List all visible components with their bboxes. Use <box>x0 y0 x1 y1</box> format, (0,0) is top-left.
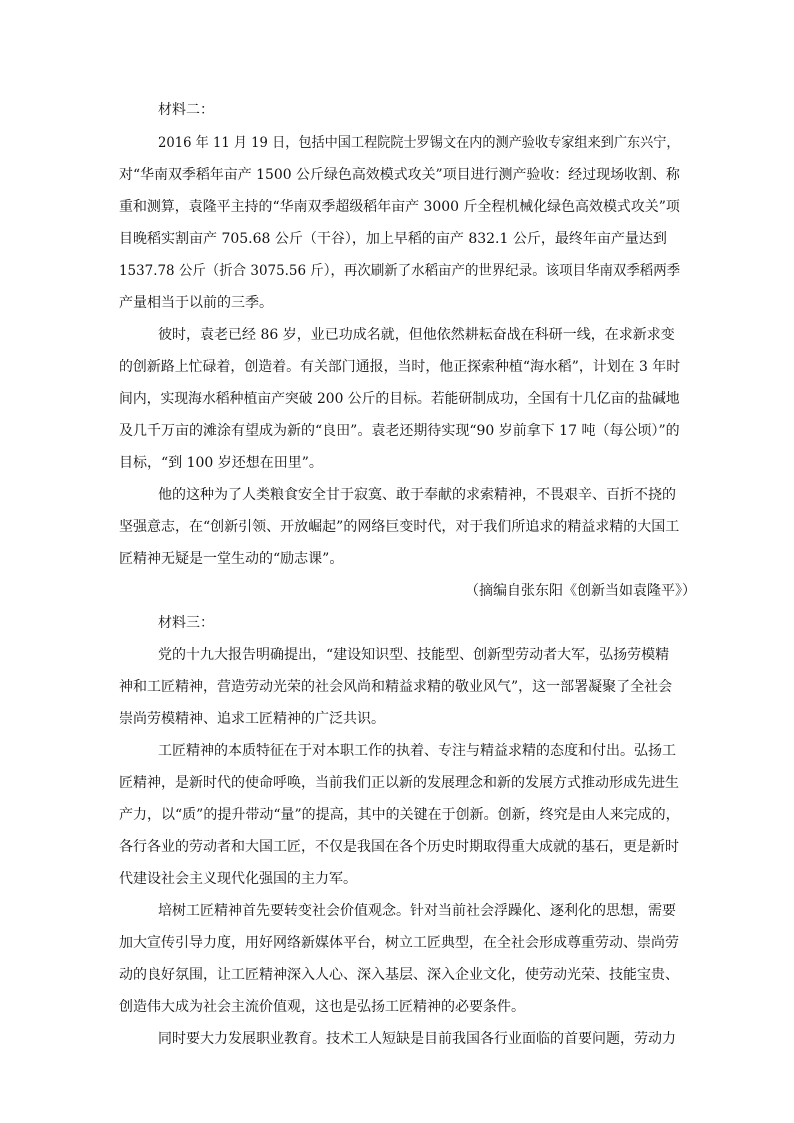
paragraph-line: 重和测算，袁隆平主持的“华南双季超级稻年亩产 3000 斤全程机械化绿色高效模式攻关”项 <box>119 199 680 215</box>
material-3-heading: 材料三： <box>158 615 214 631</box>
paragraph-line: 各行各业的劳动者和大国工匠，不仅是我国在各个历史时期取得重大成就的基石，更是新时 <box>119 839 679 855</box>
paragraph-line: 1537.78 公斤（折合 3075.56 斤），再次刷新了水稻亩产的世界纪录。该项目华南双季稻两季 <box>119 263 681 279</box>
paragraph-line: 间内，实现海水稻种植亩产突破 200 公斤的目标。若能研制成功，全国有十几亿亩的盐碱地 <box>119 391 680 407</box>
paragraph-line: 创造伟大成为社会主流价值观，这也是弘扬工匠精神的必要条件。 <box>119 999 525 1015</box>
paragraph-line: 工匠精神的本质特征在于对本职工作的执着、专注与精益求精的态度和付出。弘扬工 <box>158 743 676 759</box>
material-2-heading: 材料二： <box>158 102 214 118</box>
paragraph-line: 动的良好氛围，让工匠精神深入人心、深入基层、深入企业文化，使劳动光荣、技能宝贵、 <box>119 967 679 983</box>
paragraph-line: 坚强意志，在“创新引领、开放崛起”的网络巨变时代，对于我们所追求的精益求精的大国工 <box>119 519 680 535</box>
paragraph-line: 加大宣传引导力度，用好网络新媒体平台，树立工匠典型，在全社会形成尊重劳动、崇尚劳 <box>119 935 679 951</box>
paragraph-line: 培树工匠精神首先要转变社会价值观念。针对当前社会浮躁化、逐利化的思想，需要 <box>158 903 676 919</box>
paragraph-line: 匠精神无疑是一堂生动的“励志课”。 <box>119 551 344 567</box>
source-citation: （摘编自张东阳《创新当如袁隆平》） <box>465 583 696 599</box>
paragraph-line: 同时要大力发展职业教育。技术工人短缺是目前我国各行业面临的首要问题，劳动力 <box>158 1031 676 1047</box>
paragraph-line: 神和工匠精神，营造劳动光荣的社会风尚和精益求精的敬业风气”，这一部署凝聚了全社会 <box>119 679 673 695</box>
paragraph-line: 他的这种为了人类粮食安全甘于寂寞、敢于奉献的求索精神，不畏艰辛、百折不挠的 <box>158 487 676 503</box>
paragraph-line: 的创新路上忙碌着，创造着。有关部门通报，当时，他正探索种植“海水稻”，计划在 3 年时 <box>119 359 681 375</box>
paragraph-line: 代建设社会主义现代化强国的主力军。 <box>119 871 357 887</box>
paragraph-line: 党的十九大报告明确提出，“建设知识型、技能型、创新型劳动者大军，弘扬劳模精 <box>158 647 670 663</box>
paragraph-line: 产力，以“质”的提升带动“量”的提高，其中的关键在于创新。创新，终究是由人来完成的， <box>119 807 680 823</box>
paragraph-line: 彼时，袁老已经 86 岁，业已功成名就，但他依然耕耘奋战在科研一线，在求新求变 <box>158 327 675 343</box>
paragraph-line: 目晚稻实割亩产 705.68 公斤（干谷），加上早稻的亩产 832.1 公斤，最终年亩产量达到 <box>119 231 667 247</box>
paragraph-line: 崇尚劳模精神、追求工匠精神的广泛共识。 <box>119 711 385 727</box>
paragraph-line: 产量相当于以前的三季。 <box>119 295 273 311</box>
paragraph-line: 及几千万亩的滩涂有望成为新的“良田”。袁老还期待实现“90 岁前拿下 17 吨（每公顷）”的 <box>119 423 680 439</box>
paragraph-line: 2016 年 11 月 19 日，包括中国工程院院士罗锡文在内的测产验收专家组来到广东兴宁， <box>158 135 680 151</box>
paragraph-line: 匠精神，是新时代的使命呼唤，当前我们正以新的发展理念和新的发展方式推动形成先进生 <box>119 775 679 791</box>
paragraph-line: 目标，“到 100 岁还想在田里”。 <box>119 455 323 471</box>
paragraph-line: 对“华南双季稻年亩产 1500 公斤绿色高效模式攻关”项目进行测产验收：经过现场收割、称 <box>119 167 680 183</box>
